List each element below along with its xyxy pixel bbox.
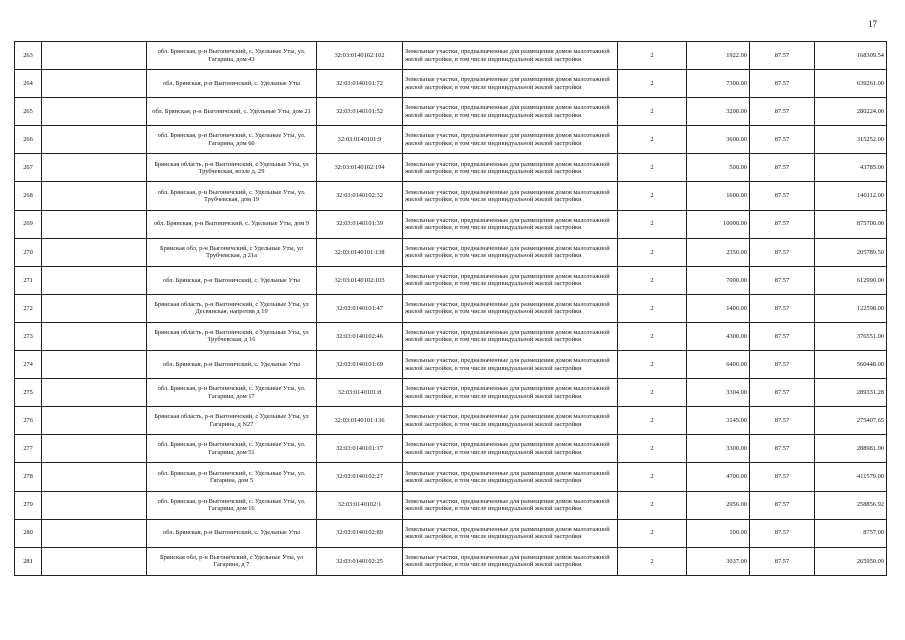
cadastral-number-cell: 32:03:0140102:103 — [317, 266, 403, 294]
value-cell: 376551.00 — [815, 322, 887, 350]
cadastral-number-cell: 32:03:0140101:39 — [317, 210, 403, 238]
land-use-cell: Земельные участки, предназначенные для размещения домов малоэтажной жилой застройки, в том числе индивидуальной жилой застройки — [403, 154, 618, 182]
rate-cell: 87.57 — [750, 322, 815, 350]
cadastral-number-cell: 32:03:0140101:9 — [317, 126, 403, 154]
blank-cell — [42, 42, 147, 70]
blank-cell — [42, 238, 147, 266]
value-cell: 875700.00 — [815, 210, 887, 238]
area-cell: 1600.00 — [687, 182, 750, 210]
category-cell: 2 — [618, 70, 687, 98]
cadastral-number-cell: 32:03:0140102:102 — [317, 42, 403, 70]
cadastral-number-cell: 32:03:0140102:32 — [317, 182, 403, 210]
table-row — [15, 126, 887, 154]
land-use-cell: Земельные участки, предназначенные для размещения домов малоэтажной жилой застройки, в том числе индивидуальной жилой застройки — [403, 70, 618, 98]
table-body — [15, 42, 887, 576]
area-cell: 3200.00 — [687, 98, 750, 126]
blank-cell — [42, 491, 147, 519]
rate-cell: 87.57 — [750, 70, 815, 98]
address-cell: обл. Брянская, р-н Выгоничский, с. Удельные Уты — [147, 351, 317, 379]
address-cell: обл. Брянская, р-н Выгоничский, с. Удельные Уты, дом 9 — [147, 210, 317, 238]
address-cell: Брянская область, р-н Выгоничский, с Удельные Уты, ул Гагарина, д N27 — [147, 407, 317, 435]
table-row — [15, 42, 887, 70]
value-cell: 288981.00 — [815, 435, 887, 463]
row-number: 274 — [15, 351, 42, 379]
category-cell: 2 — [618, 210, 687, 238]
value-cell: 275407.65 — [815, 407, 887, 435]
category-cell: 2 — [618, 351, 687, 379]
value-cell: 43785.00 — [815, 154, 887, 182]
address-cell: обл. Брянская, р-н Выгоничский, с. Удельные Уты, ул. Гагарина, дом 51 — [147, 435, 317, 463]
table-row — [15, 435, 887, 463]
address-cell: обл. Брянская, р-н Выгоничский, с. Удельные Уты, ул. Гагарина, дом 43 — [147, 42, 317, 70]
value-cell: 639261.00 — [815, 70, 887, 98]
cadastral-number-cell: 32:03:0140101:69 — [317, 351, 403, 379]
rate-cell: 87.57 — [750, 266, 815, 294]
area-cell: 1922.00 — [687, 42, 750, 70]
row-number: 271 — [15, 266, 42, 294]
value-cell: 140112.00 — [815, 182, 887, 210]
row-number: 276 — [15, 407, 42, 435]
rate-cell: 87.57 — [750, 435, 815, 463]
value-cell: 122598.00 — [815, 294, 887, 322]
land-use-cell: Земельные участки, предназначенные для размещения домов малоэтажной жилой застройки, в том числе индивидуальной жилой застройки — [403, 435, 618, 463]
area-cell: 3600.00 — [687, 126, 750, 154]
table-row — [15, 266, 887, 294]
table-row — [15, 379, 887, 407]
table-row — [15, 154, 887, 182]
cadastral-number-cell: 32:03:0140101:136 — [317, 407, 403, 435]
rate-cell: 87.57 — [750, 182, 815, 210]
value-cell: 8757.00 — [815, 519, 887, 547]
category-cell: 2 — [618, 491, 687, 519]
row-number: 278 — [15, 463, 42, 491]
category-cell: 2 — [618, 407, 687, 435]
land-use-cell: Земельные участки, предназначенные для размещения домов малоэтажной жилой застройки, в том числе индивидуальной жилой застройки — [403, 379, 618, 407]
cadastral-number-cell: 32:03:0140102:194 — [317, 154, 403, 182]
land-use-cell: Земельные участки, предназначенные для размещения домов малоэтажной жилой застройки, в том числе индивидуальной жилой застройки — [403, 210, 618, 238]
land-use-cell: Земельные участки, предназначенные для размещения домов малоэтажной жилой застройки, в том числе индивидуальной жилой застройки — [403, 182, 618, 210]
table-row — [15, 294, 887, 322]
address-cell: Брянская область, р-н Выгоничский, с Удельные Уты, ул Трубчевская, возле д. 29 — [147, 154, 317, 182]
category-cell: 2 — [618, 154, 687, 182]
blank-cell — [42, 547, 147, 575]
table-row — [15, 463, 887, 491]
blank-cell — [42, 266, 147, 294]
value-cell: 280224.00 — [815, 98, 887, 126]
rate-cell: 87.57 — [750, 547, 815, 575]
row-number: 264 — [15, 70, 42, 98]
row-number: 263 — [15, 42, 42, 70]
address-cell: обл. Брянская, р-н Выгоничский, с. Удельные Уты, дом 21 — [147, 98, 317, 126]
table-row — [15, 407, 887, 435]
cadastral-number-cell: 32:03:0140102:1 — [317, 491, 403, 519]
address-cell: обл. Брянская, р-н Выгоничский, с. Удельные Уты, ул. Гагарина, дом 17 — [147, 379, 317, 407]
area-cell: 3304.00 — [687, 379, 750, 407]
area-cell: 4700.00 — [687, 463, 750, 491]
address-cell: обл. Брянская, р-н Выгоничский, с. Удельные Уты — [147, 519, 317, 547]
land-use-cell: Земельные участки, предназначенные для размещения домов малоэтажной жилой застройки, в том числе индивидуальной жилой застройки — [403, 294, 618, 322]
area-cell: 4300.00 — [687, 322, 750, 350]
address-cell: обл. Брянская, р-н Выгоничский, с. Удельные Уты, ул. Гагарина, дом 5 — [147, 463, 317, 491]
row-number: 268 — [15, 182, 42, 210]
address-cell: Брянская обл, р-н Выгоничский, с Удельные Уты, ул Гагарина, д 7 — [147, 547, 317, 575]
address-cell: обл. Брянская, р-н Выгоничский, с. Удельные Уты — [147, 70, 317, 98]
blank-cell — [42, 294, 147, 322]
address-cell: обл. Брянская, р-н Выгоничский, с. Удельные Уты, ул. Гагарина, дом 16 — [147, 491, 317, 519]
cadastral-number-cell: 32:03:0140101:47 — [317, 294, 403, 322]
area-cell: 3300.00 — [687, 435, 750, 463]
row-number: 267 — [15, 154, 42, 182]
row-number: 279 — [15, 491, 42, 519]
table-row — [15, 351, 887, 379]
blank-cell — [42, 98, 147, 126]
area-cell: 3037.00 — [687, 547, 750, 575]
cadastral-number-cell: 32:03:0140102:25 — [317, 547, 403, 575]
category-cell: 2 — [618, 98, 687, 126]
table-row — [15, 491, 887, 519]
blank-cell — [42, 154, 147, 182]
category-cell: 2 — [618, 463, 687, 491]
land-registry-table — [14, 41, 887, 576]
land-use-cell: Земельные участки, предназначенные для размещения домов малоэтажной жилой застройки, в том числе индивидуальной жилой застройки — [403, 463, 618, 491]
category-cell: 2 — [618, 294, 687, 322]
cadastral-number-cell: 32:03:0140102:27 — [317, 463, 403, 491]
category-cell: 2 — [618, 238, 687, 266]
value-cell: 411579.00 — [815, 463, 887, 491]
cadastral-number-cell: 32:03:0140102:46 — [317, 322, 403, 350]
value-cell: 289331.28 — [815, 379, 887, 407]
table-row — [15, 182, 887, 210]
blank-cell — [42, 210, 147, 238]
row-number: 270 — [15, 238, 42, 266]
land-use-cell: Земельные участки, предназначенные для размещения домов малоэтажной жилой застройки, в том числе индивидуальной жилой застройки — [403, 491, 618, 519]
land-use-cell: Земельные участки, предназначенные для размещения домов малоэтажной жилой застройки, в том числе индивидуальной жилой застройки — [403, 98, 618, 126]
rate-cell: 87.57 — [750, 154, 815, 182]
cadastral-number-cell: 32:03:0140101:17 — [317, 435, 403, 463]
value-cell: 205789.50 — [815, 238, 887, 266]
cadastral-number-cell: 32:03:0140102:89 — [317, 519, 403, 547]
address-cell: обл. Брянская, р-н Выгоничский, с. Удельные Уты, ул. Трубчевская, дом 19 — [147, 182, 317, 210]
land-use-cell: Земельные участки, предназначенные для размещения домов малоэтажной жилой застройки, в том числе индивидуальной жилой застройки — [403, 266, 618, 294]
row-number: 272 — [15, 294, 42, 322]
table-row — [15, 547, 887, 575]
category-cell: 2 — [618, 182, 687, 210]
area-cell: 7300.00 — [687, 70, 750, 98]
blank-cell — [42, 126, 147, 154]
blank-cell — [42, 463, 147, 491]
category-cell: 2 — [618, 519, 687, 547]
value-cell: 612990.00 — [815, 266, 887, 294]
table-row — [15, 98, 887, 126]
page-number: 17 — [868, 19, 877, 29]
rate-cell: 87.57 — [750, 294, 815, 322]
area-cell: 100.00 — [687, 519, 750, 547]
table-row — [15, 238, 887, 266]
rate-cell: 87.57 — [750, 126, 815, 154]
rate-cell: 87.57 — [750, 210, 815, 238]
land-use-cell: Земельные участки, предназначенные для размещения домов малоэтажной жилой застройки, в том числе индивидуальной жилой застройки — [403, 322, 618, 350]
area-cell: 6400.00 — [687, 351, 750, 379]
category-cell: 2 — [618, 266, 687, 294]
blank-cell — [42, 435, 147, 463]
area-cell: 2350.00 — [687, 238, 750, 266]
rate-cell: 87.57 — [750, 519, 815, 547]
land-use-cell: Земельные участки, предназначенные для размещения домов малоэтажной жилой застройки, в том числе индивидуальной жилой застройки — [403, 351, 618, 379]
row-number: 277 — [15, 435, 42, 463]
blank-cell — [42, 70, 147, 98]
rate-cell: 87.57 — [750, 351, 815, 379]
rate-cell: 87.57 — [750, 238, 815, 266]
blank-cell — [42, 519, 147, 547]
category-cell: 2 — [618, 322, 687, 350]
address-cell: обл. Брянская, р-н Выгоничский, с. Удельные Уты — [147, 266, 317, 294]
value-cell: 168309.54 — [815, 42, 887, 70]
value-cell: 560448.00 — [815, 351, 887, 379]
rate-cell: 87.57 — [750, 98, 815, 126]
area-cell: 10000.00 — [687, 210, 750, 238]
rate-cell: 87.57 — [750, 407, 815, 435]
rate-cell: 87.57 — [750, 42, 815, 70]
area-cell: 7000.00 — [687, 266, 750, 294]
table-row — [15, 70, 887, 98]
area-cell: 2956.00 — [687, 491, 750, 519]
row-number: 269 — [15, 210, 42, 238]
row-number: 265 — [15, 98, 42, 126]
category-cell: 2 — [618, 379, 687, 407]
rate-cell: 87.57 — [750, 463, 815, 491]
table-row — [15, 210, 887, 238]
land-use-cell: Земельные участки, предназначенные для размещения домов малоэтажной жилой застройки, в том числе индивидуальной жилой застройки — [403, 238, 618, 266]
rate-cell: 87.57 — [750, 491, 815, 519]
table-row — [15, 322, 887, 350]
cadastral-number-cell: 32:03:0140101:138 — [317, 238, 403, 266]
row-number: 266 — [15, 126, 42, 154]
land-use-cell: Земельные участки, предназначенные для размещения домов малоэтажной жилой застройки, в том числе индивидуальной жилой застройки — [403, 547, 618, 575]
value-cell: 265950.09 — [815, 547, 887, 575]
category-cell: 2 — [618, 42, 687, 70]
row-number: 275 — [15, 379, 42, 407]
address-cell: Брянская область, р-н Выгоничский, с Удельные Уты, ул Трубчевская, д 16 — [147, 322, 317, 350]
area-cell: 1400.00 — [687, 294, 750, 322]
blank-cell — [42, 407, 147, 435]
land-use-cell: Земельные участки, предназначенные для размещения домов малоэтажной жилой застройки, в том числе индивидуальной жилой застройки — [403, 42, 618, 70]
category-cell: 2 — [618, 126, 687, 154]
row-number: 280 — [15, 519, 42, 547]
category-cell: 2 — [618, 547, 687, 575]
blank-cell — [42, 182, 147, 210]
value-cell: 258856.92 — [815, 491, 887, 519]
cadastral-number-cell: 32:03:0140101:8 — [317, 379, 403, 407]
cadastral-number-cell: 32:03:0140101:72 — [317, 70, 403, 98]
area-cell: 3145.00 — [687, 407, 750, 435]
table-row — [15, 519, 887, 547]
category-cell: 2 — [618, 435, 687, 463]
address-cell: Брянская область, р-н Выгоничский, с Удельные Уты, ул Десвянская, напротив д 19 — [147, 294, 317, 322]
rate-cell: 87.57 — [750, 379, 815, 407]
value-cell: 315252.00 — [815, 126, 887, 154]
land-use-cell: Земельные участки, предназначенные для размещения домов малоэтажной жилой застройки, в том числе индивидуальной жилой застройки — [403, 519, 618, 547]
cadastral-number-cell: 32:03:0140101:52 — [317, 98, 403, 126]
blank-cell — [42, 351, 147, 379]
blank-cell — [42, 322, 147, 350]
land-use-cell: Земельные участки, предназначенные для размещения домов малоэтажной жилой застройки, в том числе индивидуальной жилой застройки — [403, 407, 618, 435]
address-cell: Брянская обл, р-н Выгоничский, с Удельные Уты, ул Трубчевская, д 21а — [147, 238, 317, 266]
row-number: 281 — [15, 547, 42, 575]
blank-cell — [42, 379, 147, 407]
row-number: 273 — [15, 322, 42, 350]
land-use-cell: Земельные участки, предназначенные для размещения домов малоэтажной жилой застройки, в том числе индивидуальной жилой застройки — [403, 126, 618, 154]
area-cell: 500.00 — [687, 154, 750, 182]
address-cell: обл. Брянская, р-н Выгоничский, с. Удельные Уты, ул. Гагарина, дом 60 — [147, 126, 317, 154]
